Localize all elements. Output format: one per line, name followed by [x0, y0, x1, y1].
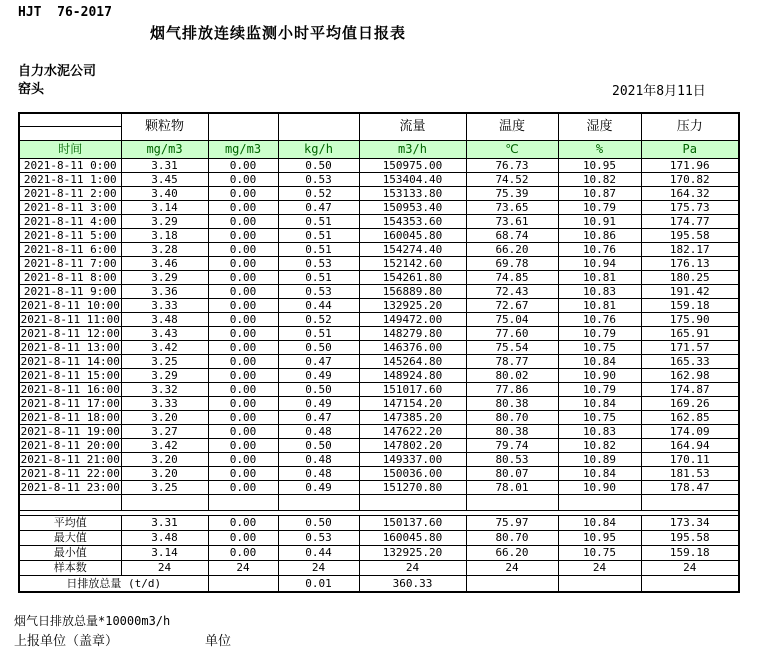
- value-cell: 0.51: [278, 243, 359, 257]
- value-cell: 0.48: [278, 425, 359, 439]
- summary-value-cell: 0.50: [278, 516, 359, 531]
- value-cell: 10.94: [558, 257, 641, 271]
- value-cell: 146376.00: [359, 341, 466, 355]
- summary-value-cell: 160045.80: [359, 531, 466, 546]
- summary-value-cell: 0.44: [278, 546, 359, 561]
- value-cell: 150975.00: [359, 159, 466, 173]
- value-cell: 80.07: [466, 467, 558, 481]
- value-cell: 0.00: [208, 327, 278, 341]
- table-row: [19, 425, 739, 439]
- value-cell: 10.82: [558, 439, 641, 453]
- group-header-row: [19, 113, 739, 141]
- value-cell: 0.47: [278, 411, 359, 425]
- value-cell: 0.00: [208, 425, 278, 439]
- value-cell: 178.47: [641, 481, 739, 495]
- value-cell: 73.61: [466, 215, 558, 229]
- value-cell: 0.50: [278, 383, 359, 397]
- value-cell: 3.46: [121, 257, 208, 271]
- value-cell: 175.73: [641, 201, 739, 215]
- time-header-cell: 时间: [19, 141, 121, 159]
- summary-value-cell: 24: [359, 561, 466, 576]
- value-cell: 0.49: [278, 481, 359, 495]
- value-cell: 195.58: [641, 229, 739, 243]
- value-cell: 68.74: [466, 229, 558, 243]
- value-cell: 10.82: [558, 173, 641, 187]
- value-cell: 79.74: [466, 439, 558, 453]
- value-cell: 77.60: [466, 327, 558, 341]
- value-cell: 171.57: [641, 341, 739, 355]
- summary-value-cell: 3.14: [121, 546, 208, 561]
- value-cell: 0.50: [278, 439, 359, 453]
- corner-bottom-subrow: [20, 127, 121, 140]
- unit-cell: m3/h: [359, 141, 466, 159]
- summary-value-cell: 24: [641, 561, 739, 576]
- table-row: [19, 369, 739, 383]
- value-cell: 0.53: [278, 257, 359, 271]
- value-cell: 3.42: [121, 439, 208, 453]
- value-cell: 72.43: [466, 285, 558, 299]
- group-header-flow: 流量: [359, 113, 466, 141]
- daily-total-label: 日排放总量 (t/d): [19, 576, 208, 593]
- value-cell: 164.94: [641, 439, 739, 453]
- table-row: [19, 215, 739, 229]
- value-cell: 10.83: [558, 285, 641, 299]
- value-cell: 160045.80: [359, 229, 466, 243]
- value-cell: 80.38: [466, 425, 558, 439]
- value-cell: 3.43: [121, 327, 208, 341]
- value-cell: 80.38: [466, 397, 558, 411]
- value-cell: 10.87: [558, 187, 641, 201]
- value-cell: 10.76: [558, 243, 641, 257]
- group-header-humidity: 湿度: [558, 113, 641, 141]
- value-cell: 10.76: [558, 313, 641, 327]
- value-cell: 147802.20: [359, 439, 466, 453]
- value-cell: 10.84: [558, 355, 641, 369]
- table-row: [19, 201, 739, 215]
- summary-value-cell: 132925.20: [359, 546, 466, 561]
- value-cell: 0.47: [278, 201, 359, 215]
- value-cell: 145264.80: [359, 355, 466, 369]
- summary-row: [19, 531, 739, 546]
- empty-cell: [359, 495, 466, 511]
- empty-cell: [208, 495, 278, 511]
- time-cell: 2021-8-11 2:00: [19, 187, 121, 201]
- summary-value-cell: 24: [208, 561, 278, 576]
- time-cell: 2021-8-11 17:00: [20, 397, 120, 410]
- value-cell: 3.29: [121, 271, 208, 285]
- value-cell: 10.81: [558, 299, 641, 313]
- empty-cell: [278, 495, 359, 511]
- value-cell: 10.81: [558, 271, 641, 285]
- summary-label-cell: 最小值: [19, 546, 121, 561]
- value-cell: 0.00: [208, 313, 278, 327]
- value-cell: 72.67: [466, 299, 558, 313]
- value-cell: 10.90: [558, 369, 641, 383]
- unit-header-row: [19, 141, 739, 159]
- value-cell: 0.44: [278, 299, 359, 313]
- value-cell: 80.02: [466, 369, 558, 383]
- value-cell: 0.48: [278, 467, 359, 481]
- value-cell: 191.42: [641, 285, 739, 299]
- daily-total-value-cell: [558, 576, 641, 593]
- value-cell: 0.00: [208, 257, 278, 271]
- report-date: 2021年8月11日: [612, 84, 706, 99]
- group-header-pressure: 压力: [641, 113, 739, 141]
- unit-cell: Pa: [641, 141, 739, 159]
- value-cell: 3.20: [121, 453, 208, 467]
- value-cell: 78.77: [466, 355, 558, 369]
- value-cell: 165.91: [641, 327, 739, 341]
- value-cell: 3.25: [121, 481, 208, 495]
- summary-row: [19, 546, 739, 561]
- table-row: [19, 173, 739, 187]
- unit-cell: ℃: [466, 141, 558, 159]
- empty-cell: [19, 495, 121, 511]
- value-cell: 0.00: [208, 229, 278, 243]
- value-cell: 76.73: [466, 159, 558, 173]
- value-cell: 3.48: [121, 313, 208, 327]
- daily-total-value-cell: 360.33: [359, 576, 466, 593]
- value-cell: 164.32: [641, 187, 739, 201]
- value-cell: 174.77: [641, 215, 739, 229]
- value-cell: 3.42: [121, 341, 208, 355]
- value-cell: 0.00: [208, 187, 278, 201]
- empty-row: [19, 495, 739, 511]
- value-cell: 74.85: [466, 271, 558, 285]
- value-cell: 10.84: [558, 467, 641, 481]
- footer-note: 烟气日排放总量*10000m3/h: [14, 614, 171, 628]
- value-cell: 154353.60: [359, 215, 466, 229]
- value-cell: 77.86: [466, 383, 558, 397]
- time-cell: 2021-8-11 7:00: [19, 257, 121, 271]
- doc-code: HJT 76-2017: [18, 5, 112, 20]
- value-cell: 150036.00: [359, 467, 466, 481]
- time-cell: 2021-8-11 12:00: [20, 327, 120, 340]
- time-cell: 2021-8-11 23:00: [20, 481, 120, 494]
- footer-report-unit: 上报单位（盖章）: [14, 634, 119, 649]
- value-cell: 3.20: [121, 411, 208, 425]
- table-row: [19, 187, 739, 201]
- summary-row: [19, 516, 739, 531]
- data-rows: [19, 159, 739, 593]
- time-cell: 2021-8-11 22:00: [20, 467, 120, 480]
- value-cell: 10.83: [558, 425, 641, 439]
- value-cell: 148924.80: [359, 369, 466, 383]
- summary-value-cell: 10.84: [558, 516, 641, 531]
- value-cell: 3.29: [121, 215, 208, 229]
- table-row: [19, 271, 739, 285]
- summary-label-cell: 最大值: [19, 531, 121, 546]
- header-corner-cell: [19, 113, 121, 141]
- value-cell: 10.79: [558, 383, 641, 397]
- value-cell: 3.40: [121, 187, 208, 201]
- time-cell: 2021-8-11 1:00: [19, 173, 121, 187]
- value-cell: 171.96: [641, 159, 739, 173]
- value-cell: 0.00: [208, 159, 278, 173]
- value-cell: 0.00: [208, 299, 278, 313]
- table-row: [19, 159, 739, 173]
- time-cell: 2021-8-11 10:00: [20, 299, 120, 312]
- value-cell: 0.00: [208, 481, 278, 495]
- value-cell: 80.70: [466, 411, 558, 425]
- value-cell: 3.32: [121, 383, 208, 397]
- value-cell: 174.09: [641, 425, 739, 439]
- value-cell: 10.79: [558, 327, 641, 341]
- value-cell: 3.18: [121, 229, 208, 243]
- time-cell: 2021-8-11 0:00: [19, 159, 121, 173]
- value-cell: 149337.00: [359, 453, 466, 467]
- value-cell: 153404.40: [359, 173, 466, 187]
- daily-total-value-cell: 0.01: [278, 576, 359, 593]
- table-row: [19, 397, 739, 411]
- time-cell: 2021-8-11 8:00: [19, 271, 121, 285]
- value-cell: 147154.20: [359, 397, 466, 411]
- value-cell: 75.54: [466, 341, 558, 355]
- time-cell: 2021-8-11 3:00: [19, 201, 121, 215]
- summary-value-cell: 0.00: [208, 516, 278, 531]
- summary-value-cell: 75.97: [466, 516, 558, 531]
- company-name: 自力水泥公司: [18, 64, 97, 79]
- value-cell: 0.00: [208, 453, 278, 467]
- daily-total-value-cell: [641, 576, 739, 593]
- table-row: [19, 439, 739, 453]
- unit-cell: kg/h: [278, 141, 359, 159]
- value-cell: 0.49: [278, 369, 359, 383]
- value-cell: 0.49: [278, 397, 359, 411]
- value-cell: 132925.20: [359, 299, 466, 313]
- summary-value-cell: 24: [558, 561, 641, 576]
- table-row: [19, 313, 739, 327]
- value-cell: 0.00: [208, 271, 278, 285]
- value-cell: 170.11: [641, 453, 739, 467]
- table-row: [19, 341, 739, 355]
- table-row: [19, 383, 739, 397]
- value-cell: 156889.80: [359, 285, 466, 299]
- value-cell: 154261.80: [359, 271, 466, 285]
- time-cell: 2021-8-11 21:00: [20, 453, 120, 466]
- value-cell: 66.20: [466, 243, 558, 257]
- value-cell: 3.27: [121, 425, 208, 439]
- value-cell: 0.00: [208, 173, 278, 187]
- value-cell: 3.28: [121, 243, 208, 257]
- value-cell: 3.25: [121, 355, 208, 369]
- value-cell: 80.53: [466, 453, 558, 467]
- value-cell: 73.65: [466, 201, 558, 215]
- value-cell: 151270.80: [359, 481, 466, 495]
- empty-cell: [466, 495, 558, 511]
- value-cell: 0.52: [278, 313, 359, 327]
- table-row: [19, 229, 739, 243]
- value-cell: 10.75: [558, 341, 641, 355]
- value-cell: 147385.20: [359, 411, 466, 425]
- summary-row: [19, 561, 739, 576]
- value-cell: 0.00: [208, 201, 278, 215]
- time-cell: 2021-8-11 5:00: [19, 229, 121, 243]
- page-title: 烟气排放连续监测小时平均值日报表: [150, 24, 407, 42]
- value-cell: 0.00: [208, 243, 278, 257]
- value-cell: 162.85: [641, 411, 739, 425]
- value-cell: 182.17: [641, 243, 739, 257]
- table-row: [19, 257, 739, 271]
- value-cell: 0.00: [208, 341, 278, 355]
- summary-value-cell: 80.70: [466, 531, 558, 546]
- time-cell: 2021-8-11 14:00: [20, 355, 120, 368]
- value-cell: 150953.40: [359, 201, 466, 215]
- value-cell: 0.51: [278, 327, 359, 341]
- time-cell: 2021-8-11 15:00: [20, 369, 120, 382]
- daily-total-value-cell: [208, 576, 278, 593]
- value-cell: 147622.20: [359, 425, 466, 439]
- value-cell: 3.20: [121, 467, 208, 481]
- summary-value-cell: 150137.60: [359, 516, 466, 531]
- corner-top-subrow: [20, 114, 121, 127]
- value-cell: 3.31: [121, 159, 208, 173]
- empty-cell: [121, 495, 208, 511]
- time-cell: 2021-8-11 19:00: [20, 425, 120, 438]
- value-cell: 0.00: [208, 369, 278, 383]
- value-cell: 0.00: [208, 285, 278, 299]
- value-cell: 0.53: [278, 173, 359, 187]
- table-row: [19, 299, 739, 313]
- value-cell: 0.00: [208, 467, 278, 481]
- time-cell: 2021-8-11 13:00: [20, 341, 120, 354]
- value-cell: 180.25: [641, 271, 739, 285]
- value-cell: 78.01: [466, 481, 558, 495]
- table-row: [19, 453, 739, 467]
- table-row: [19, 411, 739, 425]
- summary-value-cell: 0.00: [208, 546, 278, 561]
- value-cell: 10.79: [558, 201, 641, 215]
- value-cell: 10.75: [558, 411, 641, 425]
- group-header-temperature: 温度: [466, 113, 558, 141]
- value-cell: 0.51: [278, 271, 359, 285]
- time-cell: 2021-8-11 4:00: [19, 215, 121, 229]
- table-row: [19, 327, 739, 341]
- table-row: [19, 355, 739, 369]
- value-cell: 0.52: [278, 187, 359, 201]
- empty-cell: [641, 495, 739, 511]
- time-cell: 2021-8-11 16:00: [20, 383, 120, 396]
- value-cell: 0.51: [278, 215, 359, 229]
- value-cell: 10.84: [558, 397, 641, 411]
- summary-value-cell: 24: [278, 561, 359, 576]
- value-cell: 153133.80: [359, 187, 466, 201]
- value-cell: 149472.00: [359, 313, 466, 327]
- value-cell: 0.48: [278, 453, 359, 467]
- value-cell: 0.00: [208, 355, 278, 369]
- value-cell: 0.50: [278, 341, 359, 355]
- value-cell: 0.00: [208, 439, 278, 453]
- empty-cell: [558, 495, 641, 511]
- value-cell: 159.18: [641, 299, 739, 313]
- value-cell: 10.95: [558, 159, 641, 173]
- unit-cell: mg/m3: [121, 141, 208, 159]
- value-cell: 0.00: [208, 397, 278, 411]
- daily-total-row: [19, 576, 739, 593]
- value-cell: 169.26: [641, 397, 739, 411]
- value-cell: 0.00: [208, 383, 278, 397]
- summary-value-cell: 10.75: [558, 546, 641, 561]
- value-cell: 10.91: [558, 215, 641, 229]
- value-cell: 3.29: [121, 369, 208, 383]
- unit-cell: %: [558, 141, 641, 159]
- value-cell: 165.33: [641, 355, 739, 369]
- value-cell: 69.78: [466, 257, 558, 271]
- summary-value-cell: 66.20: [466, 546, 558, 561]
- summary-value-cell: 24: [466, 561, 558, 576]
- value-cell: 75.39: [466, 187, 558, 201]
- value-cell: 181.53: [641, 467, 739, 481]
- group-header-particulate: 颗粒物: [121, 113, 208, 141]
- value-cell: 3.33: [121, 299, 208, 313]
- value-cell: 0.00: [208, 215, 278, 229]
- value-cell: 0.53: [278, 285, 359, 299]
- report-table: [18, 112, 740, 593]
- value-cell: 0.00: [208, 411, 278, 425]
- summary-value-cell: 10.95: [558, 531, 641, 546]
- value-cell: 0.50: [278, 159, 359, 173]
- value-cell: 3.33: [121, 397, 208, 411]
- time-cell: 2021-8-11 18:00: [20, 411, 120, 424]
- value-cell: 151017.60: [359, 383, 466, 397]
- summary-value-cell: 195.58: [641, 531, 739, 546]
- value-cell: 162.98: [641, 369, 739, 383]
- time-cell: 2021-8-11 6:00: [19, 243, 121, 257]
- value-cell: 174.87: [641, 383, 739, 397]
- value-cell: 3.14: [121, 201, 208, 215]
- summary-label-cell: 平均值: [19, 516, 121, 531]
- summary-value-cell: 0.00: [208, 531, 278, 546]
- daily-total-value-cell: [466, 576, 558, 593]
- value-cell: 0.51: [278, 229, 359, 243]
- footer-unit-label: 单位: [205, 634, 232, 649]
- group-header-blank-1: [208, 113, 278, 141]
- summary-value-cell: 24: [121, 561, 208, 576]
- group-header-blank-2: [278, 113, 359, 141]
- time-cell: 2021-8-11 11:00: [20, 313, 120, 326]
- value-cell: 74.52: [466, 173, 558, 187]
- time-cell: 2021-8-11 20:00: [20, 439, 120, 452]
- unit-cell: mg/m3: [208, 141, 278, 159]
- value-cell: 10.90: [558, 481, 641, 495]
- summary-value-cell: 3.31: [121, 516, 208, 531]
- value-cell: 10.89: [558, 453, 641, 467]
- value-cell: 148279.80: [359, 327, 466, 341]
- table-row: [19, 285, 739, 299]
- value-cell: 3.36: [121, 285, 208, 299]
- table-row: [19, 467, 739, 481]
- value-cell: 3.45: [121, 173, 208, 187]
- summary-value-cell: 3.48: [121, 531, 208, 546]
- summary-value-cell: 173.34: [641, 516, 739, 531]
- value-cell: 10.86: [558, 229, 641, 243]
- value-cell: 170.82: [641, 173, 739, 187]
- value-cell: 154274.40: [359, 243, 466, 257]
- summary-value-cell: 0.53: [278, 531, 359, 546]
- value-cell: 152142.60: [359, 257, 466, 271]
- value-cell: 176.13: [641, 257, 739, 271]
- station-name: 窑头: [18, 82, 45, 97]
- table-row: [19, 243, 739, 257]
- summary-label-cell: 样本数: [19, 561, 121, 576]
- time-cell: 2021-8-11 9:00: [19, 285, 121, 299]
- table-row: [19, 481, 739, 495]
- value-cell: 175.90: [641, 313, 739, 327]
- summary-value-cell: 159.18: [641, 546, 739, 561]
- value-cell: 75.04: [466, 313, 558, 327]
- value-cell: 0.47: [278, 355, 359, 369]
